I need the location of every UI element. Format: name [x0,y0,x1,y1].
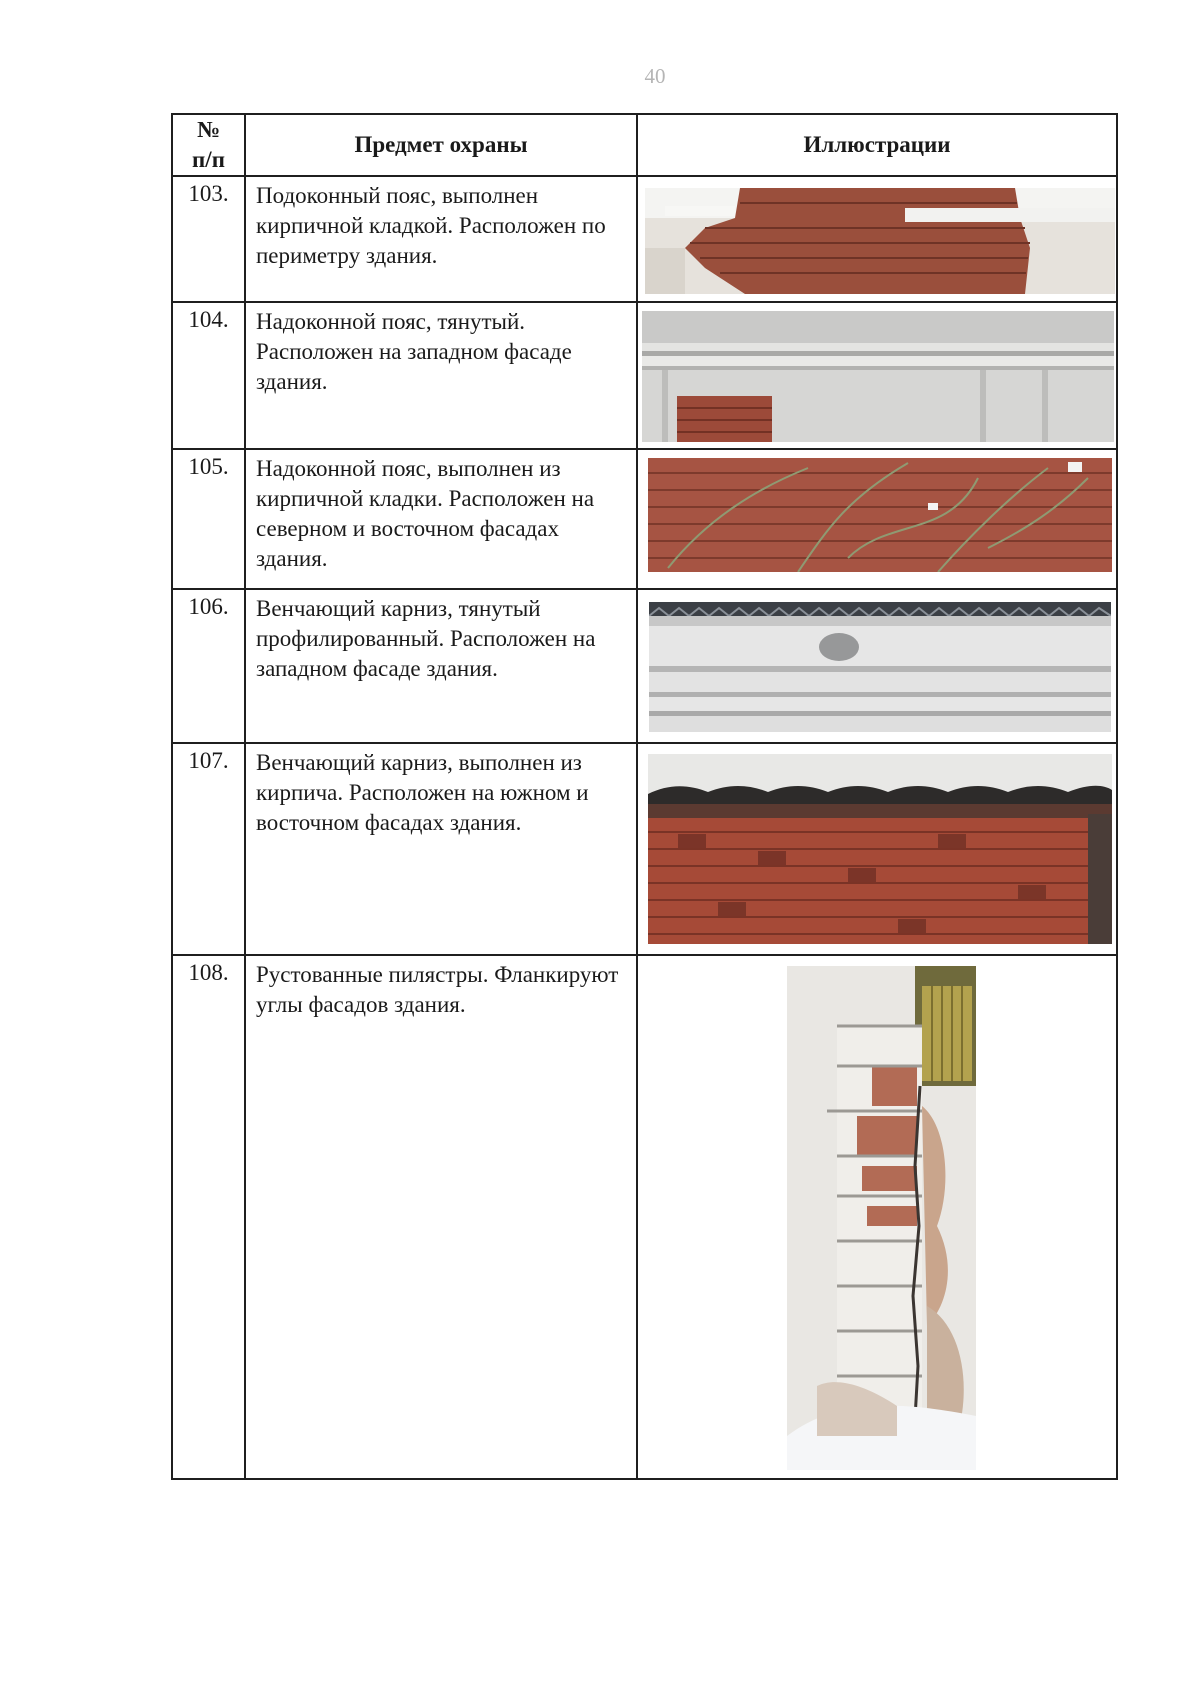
row-illustration-cell [637,743,1117,955]
row-number: 108. [172,955,245,1479]
table-row [172,743,1117,955]
row-illustration-cell [637,449,1117,589]
row-number: 107. [172,743,245,955]
row-illustration-cell [637,176,1117,302]
table-header-row [172,114,1117,176]
row-illustration-cell [637,589,1117,743]
row-description: Подоконный пояс, выполнен кирпичной кладкой. Расположен по периметру здания. [245,176,637,302]
profiled-cornice-photo [649,602,1111,732]
column-header-number-symbol: № [196,117,221,142]
column-header-number [172,114,245,176]
row-illustration-cell [637,955,1117,1479]
brick-window-sill-photo [645,188,1115,294]
row-description: Надоконной пояс, тянутый. Расположен на западном фасаде здания. [245,302,637,449]
row-description: Рустованные пилястры. Фланкируют углы фасадов здания. [245,955,637,1479]
row-number: 105. [172,449,245,589]
column-header-number-abbr: п/п [192,147,225,172]
table-row [172,589,1117,743]
column-header-subject: Предмет охраны [245,114,637,176]
plaster-cornice-belt-photo [642,311,1114,442]
row-number: 106. [172,589,245,743]
column-header-illustrations: Иллюстрации [637,114,1117,176]
rusticated-pilaster-photo [787,966,976,1470]
brick-cornice-photo [648,754,1112,944]
row-number: 103. [172,176,245,302]
row-illustration-cell [637,302,1117,449]
protection-subject-table [171,113,1118,1480]
table-row [172,302,1117,449]
page-number: 40 [644,64,666,88]
row-description: Венчающий карниз, выполнен из кирпича. Расположен на южном и восточном фасадах здания. [245,743,637,955]
row-description: Венчающий карниз, тянутый профилированный. Расположен на западном фасаде здания. [245,589,637,743]
table-row [172,449,1117,589]
row-number: 104. [172,302,245,449]
table-row [172,176,1117,302]
row-description: Надоконной пояс, выполнен из кирпичной кладки. Расположен на северном и восточном фасадах здания. [245,449,637,589]
table-row [172,955,1117,1479]
brick-belt-with-vines-photo [648,458,1112,572]
